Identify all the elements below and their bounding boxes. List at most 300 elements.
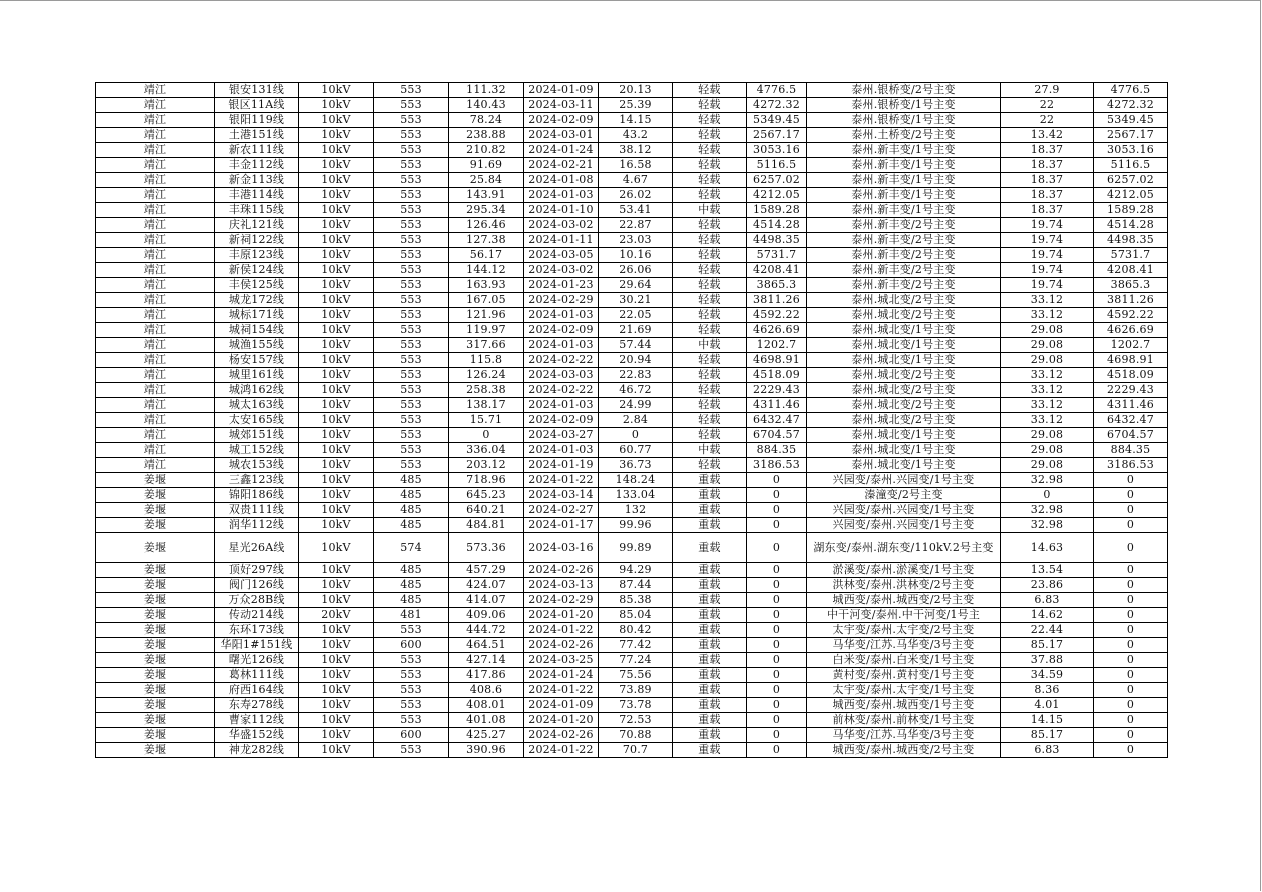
line-name-cell: 银阳119线 <box>215 113 299 128</box>
available-capacity-cell: 5731.7 <box>1094 248 1168 263</box>
substation-transformer-cell: 泰州.城北变/1号主变 <box>807 428 1001 443</box>
spare-capacity-cell: 4698.91 <box>747 353 807 368</box>
spare-capacity-cell: 4311.46 <box>747 398 807 413</box>
line-name-cell: 顶好297线 <box>215 563 299 578</box>
region-cell: 靖江 <box>96 338 215 353</box>
transformer-load-rate-cell: 32.98 <box>1001 503 1094 518</box>
rated-capacity-cell: 574 <box>374 533 449 563</box>
load-status-cell: 重载 <box>673 593 747 608</box>
spare-capacity-cell: 2567.17 <box>747 128 807 143</box>
table-row <box>96 533 1168 563</box>
rated-capacity-cell: 553 <box>374 83 449 98</box>
date-cell: 2024-01-24 <box>524 143 599 158</box>
date-cell: 2024-03-02 <box>524 218 599 233</box>
spare-capacity-cell: 4514.28 <box>747 218 807 233</box>
rated-capacity-cell: 553 <box>374 128 449 143</box>
voltage-cell: 10kV <box>299 293 374 308</box>
spare-capacity-cell: 0 <box>747 683 807 698</box>
load-rate-cell: 23.03 <box>599 233 673 248</box>
region-cell: 靖江 <box>96 398 215 413</box>
available-capacity-cell: 5116.5 <box>1094 158 1168 173</box>
region-cell: 姜堰 <box>96 488 215 503</box>
load-status-cell: 重载 <box>673 518 747 533</box>
rated-capacity-cell: 485 <box>374 473 449 488</box>
max-load-cell: 425.27 <box>449 728 524 743</box>
table-row <box>96 428 1168 443</box>
load-status-cell: 中载 <box>673 338 747 353</box>
rated-capacity-cell: 553 <box>374 113 449 128</box>
available-capacity-cell: 0 <box>1094 698 1168 713</box>
date-cell: 2024-03-01 <box>524 128 599 143</box>
load-status-cell: 重载 <box>673 533 747 563</box>
transformer-load-rate-cell: 85.17 <box>1001 638 1094 653</box>
region-cell: 靖江 <box>96 428 215 443</box>
load-status-cell: 轻载 <box>673 233 747 248</box>
max-load-cell: 484.81 <box>449 518 524 533</box>
rated-capacity-cell: 553 <box>374 338 449 353</box>
load-rate-cell: 80.42 <box>599 623 673 638</box>
load-rate-cell: 20.13 <box>599 83 673 98</box>
max-load-cell: 408.01 <box>449 698 524 713</box>
max-load-cell: 640.21 <box>449 503 524 518</box>
substation-transformer-cell: 泰州.新丰变/1号主变 <box>807 143 1001 158</box>
load-status-cell: 轻载 <box>673 98 747 113</box>
available-capacity-cell: 4592.22 <box>1094 308 1168 323</box>
rated-capacity-cell: 553 <box>374 743 449 758</box>
max-load-cell: 417.86 <box>449 668 524 683</box>
voltage-cell: 10kV <box>299 473 374 488</box>
line-name-cell: 杨安157线 <box>215 353 299 368</box>
feeder-load-table <box>95 82 1168 758</box>
available-capacity-cell: 4626.69 <box>1094 323 1168 338</box>
rated-capacity-cell: 553 <box>374 713 449 728</box>
line-name-cell: 三鑫123线 <box>215 473 299 488</box>
substation-transformer-cell: 溱潼变/2号主变 <box>807 488 1001 503</box>
transformer-load-rate-cell: 29.08 <box>1001 323 1094 338</box>
date-cell: 2024-02-21 <box>524 158 599 173</box>
rated-capacity-cell: 553 <box>374 323 449 338</box>
load-status-cell: 轻载 <box>673 368 747 383</box>
region-cell: 姜堰 <box>96 668 215 683</box>
table-row <box>96 383 1168 398</box>
substation-transformer-cell: 泰州.土桥变/2号主变 <box>807 128 1001 143</box>
rated-capacity-cell: 600 <box>374 728 449 743</box>
max-load-cell: 203.12 <box>449 458 524 473</box>
table-row <box>96 638 1168 653</box>
available-capacity-cell: 6704.57 <box>1094 428 1168 443</box>
spare-capacity-cell: 4272.32 <box>747 98 807 113</box>
max-load-cell: 78.24 <box>449 113 524 128</box>
load-status-cell: 轻载 <box>673 428 747 443</box>
max-load-cell: 424.07 <box>449 578 524 593</box>
table-row <box>96 203 1168 218</box>
date-cell: 2024-03-02 <box>524 263 599 278</box>
table-row <box>96 743 1168 758</box>
region-cell: 靖江 <box>96 368 215 383</box>
load-status-cell: 轻载 <box>673 113 747 128</box>
table-row <box>96 713 1168 728</box>
load-status-cell: 轻载 <box>673 353 747 368</box>
substation-transformer-cell: 泰州.银桥变/2号主变 <box>807 83 1001 98</box>
line-name-cell: 华阳1#151线 <box>215 638 299 653</box>
load-rate-cell: 60.77 <box>599 443 673 458</box>
region-cell: 靖江 <box>96 83 215 98</box>
table-row <box>96 218 1168 233</box>
date-cell: 2024-02-26 <box>524 563 599 578</box>
region-cell: 姜堰 <box>96 743 215 758</box>
table-row <box>96 458 1168 473</box>
substation-transformer-cell: 湖东变/泰州.湖东变/110kV.2号主变 <box>807 533 1001 563</box>
table-row <box>96 398 1168 413</box>
available-capacity-cell: 0 <box>1094 488 1168 503</box>
line-name-cell: 双贵111线 <box>215 503 299 518</box>
max-load-cell: 336.04 <box>449 443 524 458</box>
spare-capacity-cell: 3811.26 <box>747 293 807 308</box>
table-row <box>96 83 1168 98</box>
table-row <box>96 293 1168 308</box>
table-row <box>96 473 1168 488</box>
table-row <box>96 563 1168 578</box>
load-rate-cell: 53.41 <box>599 203 673 218</box>
available-capacity-cell: 0 <box>1094 668 1168 683</box>
line-name-cell: 丰侯125线 <box>215 278 299 293</box>
available-capacity-cell: 2567.17 <box>1094 128 1168 143</box>
rated-capacity-cell: 600 <box>374 638 449 653</box>
load-status-cell: 轻载 <box>673 83 747 98</box>
substation-transformer-cell: 泰州.银桥变/1号主变 <box>807 98 1001 113</box>
rated-capacity-cell: 553 <box>374 158 449 173</box>
rated-capacity-cell: 553 <box>374 653 449 668</box>
line-name-cell: 城标171线 <box>215 308 299 323</box>
max-load-cell: 126.24 <box>449 368 524 383</box>
available-capacity-cell: 6257.02 <box>1094 173 1168 188</box>
load-status-cell: 重载 <box>673 623 747 638</box>
transformer-load-rate-cell: 6.83 <box>1001 743 1094 758</box>
load-rate-cell: 10.16 <box>599 248 673 263</box>
region-cell: 靖江 <box>96 308 215 323</box>
voltage-cell: 10kV <box>299 128 374 143</box>
load-rate-cell: 38.12 <box>599 143 673 158</box>
substation-transformer-cell: 泰州.城北变/2号主变 <box>807 308 1001 323</box>
max-load-cell: 143.91 <box>449 188 524 203</box>
region-cell: 靖江 <box>96 458 215 473</box>
max-load-cell: 0 <box>449 428 524 443</box>
transformer-load-rate-cell: 33.12 <box>1001 398 1094 413</box>
available-capacity-cell: 4208.41 <box>1094 263 1168 278</box>
load-status-cell: 重载 <box>673 503 747 518</box>
date-cell: 2024-02-26 <box>524 638 599 653</box>
region-cell: 姜堰 <box>96 593 215 608</box>
transformer-load-rate-cell: 4.01 <box>1001 698 1094 713</box>
rated-capacity-cell: 553 <box>374 443 449 458</box>
load-rate-cell: 4.67 <box>599 173 673 188</box>
rated-capacity-cell: 553 <box>374 263 449 278</box>
region-cell: 靖江 <box>96 158 215 173</box>
line-name-cell: 曙光126线 <box>215 653 299 668</box>
available-capacity-cell: 0 <box>1094 503 1168 518</box>
spare-capacity-cell: 4776.5 <box>747 83 807 98</box>
spare-capacity-cell: 0 <box>747 503 807 518</box>
date-cell: 2024-02-22 <box>524 383 599 398</box>
load-status-cell: 重载 <box>673 653 747 668</box>
transformer-load-rate-cell: 37.88 <box>1001 653 1094 668</box>
rated-capacity-cell: 485 <box>374 563 449 578</box>
spare-capacity-cell: 0 <box>747 593 807 608</box>
voltage-cell: 10kV <box>299 533 374 563</box>
transformer-load-rate-cell: 29.08 <box>1001 428 1094 443</box>
rated-capacity-cell: 485 <box>374 488 449 503</box>
load-rate-cell: 70.7 <box>599 743 673 758</box>
available-capacity-cell: 0 <box>1094 473 1168 488</box>
table-row <box>96 263 1168 278</box>
transformer-load-rate-cell: 22 <box>1001 113 1094 128</box>
rated-capacity-cell: 553 <box>374 683 449 698</box>
region-cell: 靖江 <box>96 443 215 458</box>
line-name-cell: 润华112线 <box>215 518 299 533</box>
substation-transformer-cell: 中干河变/泰州.中干河变/1号主 <box>807 608 1001 623</box>
rated-capacity-cell: 553 <box>374 428 449 443</box>
rated-capacity-cell: 485 <box>374 503 449 518</box>
rated-capacity-cell: 553 <box>374 173 449 188</box>
rated-capacity-cell: 553 <box>374 203 449 218</box>
transformer-load-rate-cell: 19.74 <box>1001 248 1094 263</box>
load-status-cell: 轻载 <box>673 308 747 323</box>
spare-capacity-cell: 3186.53 <box>747 458 807 473</box>
date-cell: 2024-01-03 <box>524 398 599 413</box>
spare-capacity-cell: 0 <box>747 473 807 488</box>
load-rate-cell: 21.69 <box>599 323 673 338</box>
line-name-cell: 银区11A线 <box>215 98 299 113</box>
max-load-cell: 645.23 <box>449 488 524 503</box>
spare-capacity-cell: 0 <box>747 608 807 623</box>
voltage-cell: 10kV <box>299 743 374 758</box>
rated-capacity-cell: 553 <box>374 143 449 158</box>
region-cell: 靖江 <box>96 128 215 143</box>
load-status-cell: 重载 <box>673 488 747 503</box>
date-cell: 2024-03-13 <box>524 578 599 593</box>
region-cell: 姜堰 <box>96 623 215 638</box>
load-rate-cell: 22.83 <box>599 368 673 383</box>
load-status-cell: 轻载 <box>673 413 747 428</box>
line-name-cell: 神龙282线 <box>215 743 299 758</box>
load-status-cell: 重载 <box>673 578 747 593</box>
load-rate-cell: 87.44 <box>599 578 673 593</box>
region-cell: 姜堰 <box>96 653 215 668</box>
spare-capacity-cell: 5731.7 <box>747 248 807 263</box>
line-name-cell: 城郊151线 <box>215 428 299 443</box>
region-cell: 靖江 <box>96 263 215 278</box>
voltage-cell: 10kV <box>299 713 374 728</box>
rated-capacity-cell: 553 <box>374 248 449 263</box>
date-cell: 2024-02-22 <box>524 353 599 368</box>
transformer-load-rate-cell: 22 <box>1001 98 1094 113</box>
voltage-cell: 10kV <box>299 593 374 608</box>
transformer-load-rate-cell: 33.12 <box>1001 368 1094 383</box>
spare-capacity-cell: 3053.16 <box>747 143 807 158</box>
max-load-cell: 317.66 <box>449 338 524 353</box>
substation-transformer-cell: 泰州.新丰变/2号主变 <box>807 263 1001 278</box>
rated-capacity-cell: 553 <box>374 218 449 233</box>
region-cell: 姜堰 <box>96 608 215 623</box>
region-cell: 姜堰 <box>96 698 215 713</box>
date-cell: 2024-01-22 <box>524 683 599 698</box>
load-rate-cell: 85.38 <box>599 593 673 608</box>
spare-capacity-cell: 0 <box>747 488 807 503</box>
load-rate-cell: 99.96 <box>599 518 673 533</box>
substation-transformer-cell: 泰州.银桥变/1号主变 <box>807 113 1001 128</box>
voltage-cell: 10kV <box>299 428 374 443</box>
substation-transformer-cell: 泰州.城北变/1号主变 <box>807 353 1001 368</box>
voltage-cell: 10kV <box>299 518 374 533</box>
region-cell: 靖江 <box>96 203 215 218</box>
load-status-cell: 轻载 <box>673 143 747 158</box>
rated-capacity-cell: 485 <box>374 578 449 593</box>
max-load-cell: 140.43 <box>449 98 524 113</box>
line-name-cell: 新金113线 <box>215 173 299 188</box>
table-row <box>96 413 1168 428</box>
voltage-cell: 10kV <box>299 323 374 338</box>
available-capacity-cell: 884.35 <box>1094 443 1168 458</box>
voltage-cell: 10kV <box>299 458 374 473</box>
substation-transformer-cell: 泰州.城北变/2号主变 <box>807 398 1001 413</box>
spare-capacity-cell: 0 <box>747 518 807 533</box>
voltage-cell: 10kV <box>299 368 374 383</box>
rated-capacity-cell: 553 <box>374 353 449 368</box>
max-load-cell: 409.06 <box>449 608 524 623</box>
transformer-load-rate-cell: 29.08 <box>1001 353 1094 368</box>
max-load-cell: 238.88 <box>449 128 524 143</box>
transformer-load-rate-cell: 29.08 <box>1001 458 1094 473</box>
rated-capacity-cell: 553 <box>374 383 449 398</box>
substation-transformer-cell: 前林变/泰州.前林变/1号主变 <box>807 713 1001 728</box>
load-rate-cell: 14.15 <box>599 113 673 128</box>
date-cell: 2024-03-25 <box>524 653 599 668</box>
voltage-cell: 10kV <box>299 503 374 518</box>
load-status-cell: 轻载 <box>673 383 747 398</box>
spare-capacity-cell: 0 <box>747 668 807 683</box>
voltage-cell: 10kV <box>299 578 374 593</box>
load-status-cell: 重载 <box>673 563 747 578</box>
load-rate-cell: 16.58 <box>599 158 673 173</box>
spare-capacity-cell: 4626.69 <box>747 323 807 338</box>
line-name-cell: 新农111线 <box>215 143 299 158</box>
available-capacity-cell: 4698.91 <box>1094 353 1168 368</box>
available-capacity-cell: 0 <box>1094 683 1168 698</box>
region-cell: 靖江 <box>96 383 215 398</box>
line-name-cell: 城里161线 <box>215 368 299 383</box>
max-load-cell: 91.69 <box>449 158 524 173</box>
spare-capacity-cell: 1202.7 <box>747 338 807 353</box>
max-load-cell: 126.46 <box>449 218 524 233</box>
line-name-cell: 城工152线 <box>215 443 299 458</box>
load-status-cell: 重载 <box>673 728 747 743</box>
region-cell: 靖江 <box>96 293 215 308</box>
voltage-cell: 10kV <box>299 308 374 323</box>
substation-transformer-cell: 泰州.城北变/1号主变 <box>807 338 1001 353</box>
spare-capacity-cell: 0 <box>747 623 807 638</box>
load-rate-cell: 57.44 <box>599 338 673 353</box>
line-name-cell: 丰金112线 <box>215 158 299 173</box>
max-load-cell: 427.14 <box>449 653 524 668</box>
substation-transformer-cell: 城西变/泰州.城西变/2号主变 <box>807 593 1001 608</box>
transformer-load-rate-cell: 19.74 <box>1001 233 1094 248</box>
voltage-cell: 10kV <box>299 638 374 653</box>
load-rate-cell: 75.56 <box>599 668 673 683</box>
substation-transformer-cell: 泰州.新丰变/2号主变 <box>807 278 1001 293</box>
table-row <box>96 488 1168 503</box>
available-capacity-cell: 3811.26 <box>1094 293 1168 308</box>
load-status-cell: 轻载 <box>673 218 747 233</box>
voltage-cell: 10kV <box>299 203 374 218</box>
region-cell: 靖江 <box>96 143 215 158</box>
transformer-load-rate-cell: 33.12 <box>1001 308 1094 323</box>
spare-capacity-cell: 5349.45 <box>747 113 807 128</box>
table-row <box>96 113 1168 128</box>
load-status-cell: 轻载 <box>673 173 747 188</box>
table-row <box>96 143 1168 158</box>
load-rate-cell: 22.87 <box>599 218 673 233</box>
line-name-cell: 传动214线 <box>215 608 299 623</box>
substation-transformer-cell: 泰州.城北变/1号主变 <box>807 323 1001 338</box>
load-status-cell: 重载 <box>673 638 747 653</box>
max-load-cell: 121.96 <box>449 308 524 323</box>
substation-transformer-cell: 泰州.城北变/2号主变 <box>807 413 1001 428</box>
table-row <box>96 608 1168 623</box>
max-load-cell: 119.97 <box>449 323 524 338</box>
date-cell: 2024-01-09 <box>524 83 599 98</box>
table-row <box>96 188 1168 203</box>
voltage-cell: 10kV <box>299 248 374 263</box>
load-rate-cell: 72.53 <box>599 713 673 728</box>
table-row <box>96 593 1168 608</box>
transformer-load-rate-cell: 22.44 <box>1001 623 1094 638</box>
load-rate-cell: 0 <box>599 428 673 443</box>
region-cell: 靖江 <box>96 98 215 113</box>
table-row <box>96 98 1168 113</box>
available-capacity-cell: 3186.53 <box>1094 458 1168 473</box>
spare-capacity-cell: 4592.22 <box>747 308 807 323</box>
substation-transformer-cell: 太宇变/泰州.太宇变/2号主变 <box>807 623 1001 638</box>
table-row <box>96 518 1168 533</box>
date-cell: 2024-01-08 <box>524 173 599 188</box>
rated-capacity-cell: 553 <box>374 458 449 473</box>
spare-capacity-cell: 0 <box>747 638 807 653</box>
load-rate-cell: 46.72 <box>599 383 673 398</box>
available-capacity-cell: 4272.32 <box>1094 98 1168 113</box>
spare-capacity-cell: 0 <box>747 728 807 743</box>
region-cell: 靖江 <box>96 218 215 233</box>
substation-transformer-cell: 泰州.新丰变/2号主变 <box>807 218 1001 233</box>
load-status-cell: 轻载 <box>673 458 747 473</box>
transformer-load-rate-cell: 32.98 <box>1001 518 1094 533</box>
line-name-cell: 银安131线 <box>215 83 299 98</box>
date-cell: 2024-01-03 <box>524 308 599 323</box>
substation-transformer-cell: 泰州.城北变/1号主变 <box>807 458 1001 473</box>
region-cell: 姜堰 <box>96 533 215 563</box>
region-cell: 姜堰 <box>96 683 215 698</box>
region-cell: 姜堰 <box>96 518 215 533</box>
line-name-cell: 葛林111线 <box>215 668 299 683</box>
line-name-cell: 阀门126线 <box>215 578 299 593</box>
rated-capacity-cell: 485 <box>374 593 449 608</box>
voltage-cell: 10kV <box>299 218 374 233</box>
date-cell: 2024-01-10 <box>524 203 599 218</box>
rated-capacity-cell: 553 <box>374 98 449 113</box>
region-cell: 靖江 <box>96 353 215 368</box>
available-capacity-cell: 3865.3 <box>1094 278 1168 293</box>
load-status-cell: 重载 <box>673 743 747 758</box>
voltage-cell: 10kV <box>299 173 374 188</box>
